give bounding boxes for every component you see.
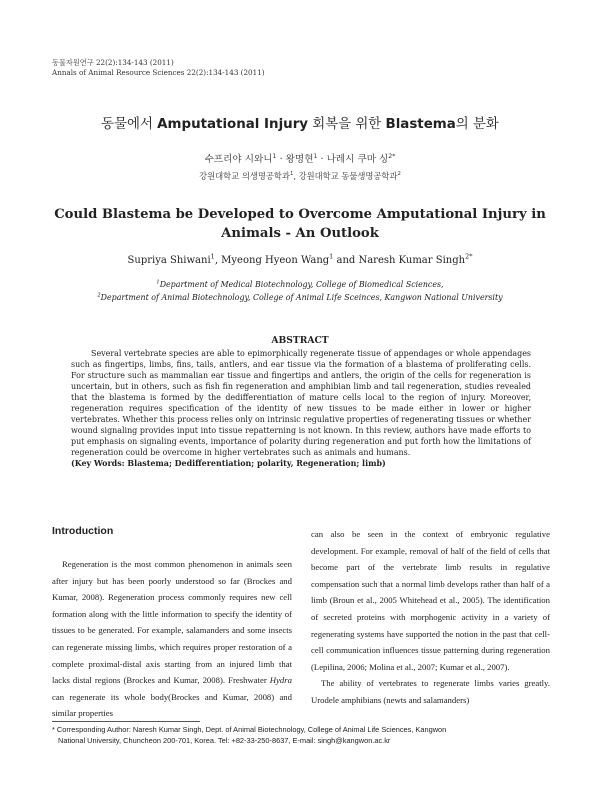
affiliation-line-2	[0, 292, 600, 305]
korean-affiliation	[0, 170, 600, 182]
affiliation-text: , 강원대학교 동물생명공학과	[293, 171, 398, 181]
korean-title-part: 회복을 위한	[308, 117, 386, 132]
abstract-body: Several vertebrate species are able to epimorphically regenerate tissue of appendages or whole appendages such as fingertips, limbs, fins, tails, antlers, and ear tissue via the formation of a blastema of proliferating cells. For structure such as mammalian ear tissue and fingertips and antlers, the origin of the cells for regeneration is uncertain, but in others, such as fish fin regeneration and amphibian limb and tail regeneration, studies revealed that the blastema is formed by the dedifferentiation of mature cells local to the region of injury. Moreover, regeneration requires specification of the identity of new tissues to be made either in lower or higher vertebrates. Whether this process relies only on intrinsic regulative properties of regenerating tissues or whether wound signaling provides input into tissue repatterning is not known. In this review, authors have made efforts to put emphasis on signaling events, importance of polarity during regeneration and put forth how the limitations of regeneration could be overcome in higher vertebrates such as animals and humans.	[71, 349, 531, 457]
journal-citation-korean: 동물자원연구 22(2):134-143 (2011)	[52, 58, 174, 67]
author-affiliation-mark: 1	[329, 252, 334, 261]
author-name: , Myeong Hyeon Wang	[214, 255, 330, 266]
korean-title	[0, 116, 600, 134]
korean-title-emphasis: Blastema	[385, 117, 456, 132]
affiliation-line-1	[0, 279, 600, 292]
affiliation-text: Department of Medical Biotechnology, College of Biomedical Sciences,	[159, 280, 444, 289]
footnote-line: National University, Chuncheon 200-701, Korea. Tel: +82-33-250-8637, E-mail: singh@kangwon.ac.kr	[58, 736, 391, 745]
right-paragraph-continued: can also be seen in the context of embryonic regulative development. For example, removal of half of the field of cells that become part of the vertebrate limb results in regulative compensation such that a normal limb develops rather than half of a limb (Broun et al., 2005 Whitehead et al., 2005). The identification of secreted proteins with morphogenic activity in a variety of regenerating systems have supported the notion in the past that cell-cell communication influences tissue patterning during regeneration (Lepilina, 2006; Molina et al., 2007; Kumar et al., 2007).	[311, 529, 550, 672]
species-name: Hydra	[269, 675, 292, 686]
author-affiliation-mark: 1	[272, 152, 277, 160]
author-affiliation-mark: 1	[210, 252, 215, 261]
introduction-paragraph	[52, 556, 292, 722]
author-affiliation-mark: 2*	[388, 152, 396, 160]
author-affiliation-mark: 1	[313, 152, 318, 160]
right-paragraph: The ability of vertebrates to regenerate limbs varies greatly. Urodele amphibians (newts and salamanders)	[311, 678, 550, 705]
affiliation-mark: 2	[397, 171, 401, 178]
korean-title-emphasis: Amputational Injury	[157, 117, 309, 132]
korean-title-part: 의 분화	[455, 117, 499, 132]
author-name: 수프리야 시와니	[204, 154, 273, 165]
author-name: and Naresh Kumar Singh	[333, 255, 466, 266]
left-column	[52, 524, 292, 722]
corresponding-author-footnote	[52, 724, 552, 746]
right-column	[311, 526, 550, 709]
paragraph-text: Regeneration is the most common phenomenon in animals seen after injury but has been poorly understood so far (Brockes and Kumar, 2008). Regeneration process commonly requires new cell formation along with the little information to specify the identity of tissues to be generated. For example, salamanders and some insects can regenerate missing limbs, which requires proper restoration of a complete proximal-distal axis starting from an injured limb that lacks distal regions (Brockes and Kumar, 2008). Freshwater	[52, 559, 292, 686]
korean-title-part: 동물에서	[101, 117, 158, 132]
affiliation-mark: 1	[289, 171, 294, 178]
korean-authors	[0, 151, 600, 165]
author-name: Supriya Shiwani	[127, 255, 211, 266]
affiliation-text: Department of Animal Biotechnology, College of Animal Life Sceinces, Kangwon National University	[100, 292, 503, 302]
journal-header	[52, 58, 265, 78]
author-name: · 왕명현	[276, 154, 314, 165]
introduction-heading: Introduction	[52, 525, 114, 537]
paragraph-text: can regenerate its whole body(Brockes and Kumar, 2008) and similar properties	[52, 691, 292, 719]
footnote-divider	[52, 721, 200, 722]
author-affiliation-mark: 2*	[465, 252, 473, 261]
footnote-line: * Corresponding Author: Naresh Kumar Singh, Dept. of Animal Biotechnology, College of Animal Life Sciences, Kangwon	[52, 725, 447, 734]
english-title: Could Blastema be Developed to Overcome Amputational Injury in Animals - An Outlook	[54, 207, 546, 241]
affiliation-mark: 1	[156, 279, 160, 286]
affiliation-mark: 2	[97, 291, 101, 298]
abstract-block	[71, 349, 531, 469]
abstract-heading: ABSTRACT	[271, 335, 329, 346]
journal-citation-english: Annals of Animal Resource Sciences 22(2):134-143 (2011)	[52, 68, 265, 77]
author-name: · 나레시 쿠마 싱	[317, 154, 389, 165]
english-authors	[0, 252, 600, 266]
english-affiliations	[0, 279, 600, 304]
abstract-keywords: (Key Words: Blastema; Dedifferentiation; polarity, Regeneration; limb)	[71, 458, 386, 468]
affiliation-text: 강원대학교 의생명공학과	[199, 171, 290, 181]
